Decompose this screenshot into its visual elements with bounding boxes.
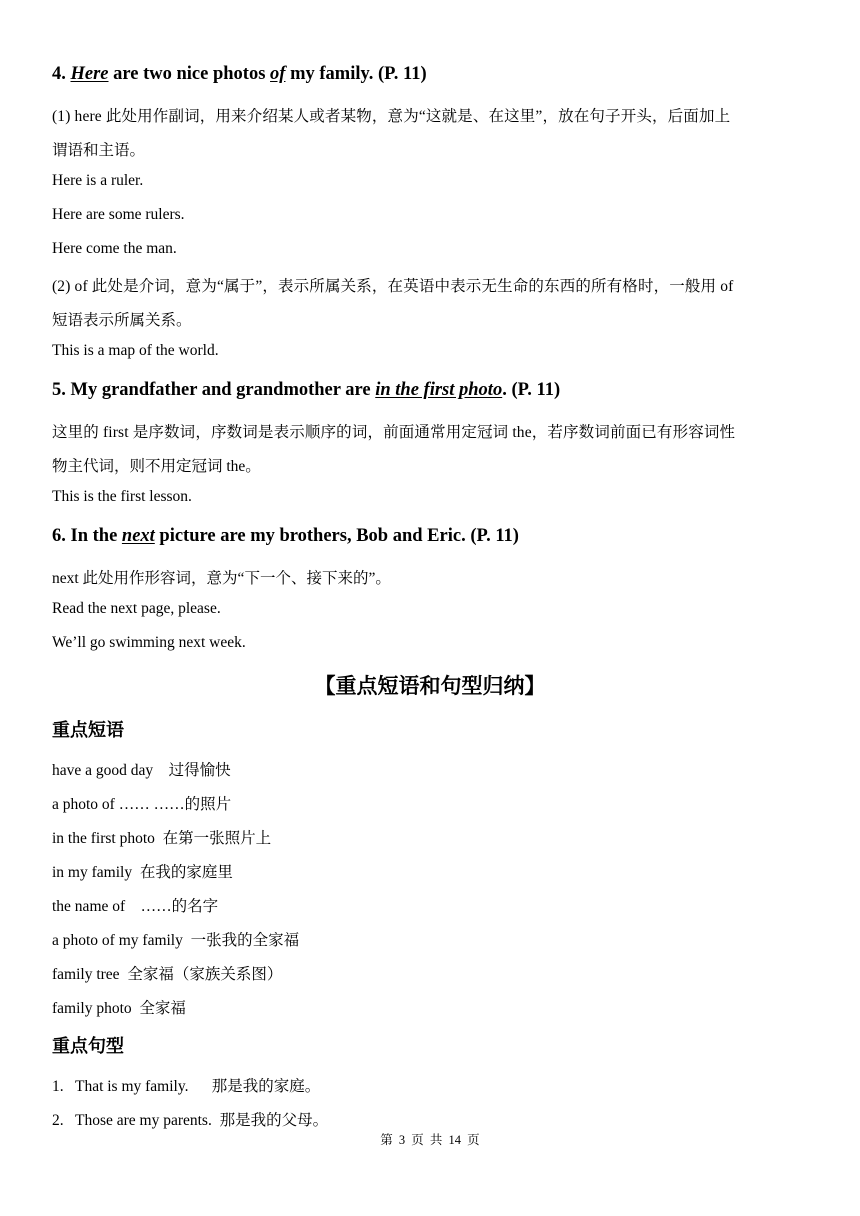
note-line: 短语表示所属关系。 <box>52 312 192 329</box>
item-number: 4. <box>52 64 66 84</box>
example-sentence: We’ll go swimming next week. <box>52 634 246 651</box>
heading-text: my family. (P. 11) <box>285 64 427 84</box>
phrase-item: a photo of …… ……的照片 <box>52 796 232 813</box>
item-number: 5. <box>52 380 66 400</box>
keyword-here: Here <box>70 64 109 84</box>
phrase-item: have a good day 过得愉快 <box>52 762 231 779</box>
note-line: 谓语和主语。 <box>52 142 146 159</box>
example-sentence: Read the next page, please. <box>52 600 221 617</box>
keyword-next: next <box>121 526 155 546</box>
phrase-item: in the first photo 在第一张照片上 <box>52 830 272 847</box>
phrase-item: the name of ……的名字 <box>52 898 219 915</box>
heading-text: are two nice photos <box>108 64 271 84</box>
heading-text: . (P. 11) <box>502 380 561 400</box>
note-line: 这里的 first 是序数词，序数词是表示顺序的词，前面通常用定冠词 the，若序数词前面已有形容词性 <box>52 424 736 441</box>
phrases-heading: 重点短语 <box>52 720 124 741</box>
example-sentence: Here are some rulers. <box>52 206 185 223</box>
item-number: 6. <box>52 526 66 546</box>
note-line: 物主代词，则不用定冠词 the。 <box>52 458 261 475</box>
note-line: (2) of 此处是介词，意为“属于”，表示所属关系，在英语中表示无生命的东西的所有格时，一般用 of <box>52 278 734 295</box>
page-number-footer: 第 3 页 共 14 页 <box>380 1133 480 1147</box>
heading-text: picture are my brothers, Bob and Eric. (P. 11) <box>154 526 519 546</box>
phrase-item: family tree 全家福（家族关系图） <box>52 966 283 983</box>
keyword-in-the-first-photo: in the first photo <box>375 380 503 400</box>
example-sentence: This is the first lesson. <box>52 488 192 505</box>
keyword-of: of <box>270 64 286 84</box>
sentences-heading: 重点句型 <box>52 1036 124 1057</box>
phrase-item: a photo of my family 一张我的全家福 <box>52 932 300 949</box>
note-line: (1) here 此处用作副词，用来介绍某人或者某物，意为“这就是、在这里”，放在句子开头，后面加上 <box>52 108 731 125</box>
heading-text: In the <box>65 526 122 546</box>
example-sentence: Here is a ruler. <box>52 172 144 189</box>
example-sentence: Here come the man. <box>52 240 177 257</box>
example-sentence: This is a map of the world. <box>52 342 219 359</box>
note-line: next 此处用作形容词，意为“下一个、接下来的”。 <box>52 570 391 587</box>
heading-text: My grandfather and grandmother are <box>65 380 376 400</box>
sentence-item: 2. Those are my parents. 那是我的父母。 <box>52 1112 329 1129</box>
phrase-item: family photo 全家福 <box>52 1000 186 1017</box>
phrase-item: in my family 在我的家庭里 <box>52 864 233 881</box>
section-title: 【重点短语和句型归纳】 <box>314 674 546 698</box>
sentence-item: 1. That is my family. 那是我的家庭。 <box>52 1078 321 1095</box>
item-5-heading <box>52 380 560 401</box>
item-4-heading <box>52 64 427 85</box>
item-6-heading <box>52 526 519 547</box>
